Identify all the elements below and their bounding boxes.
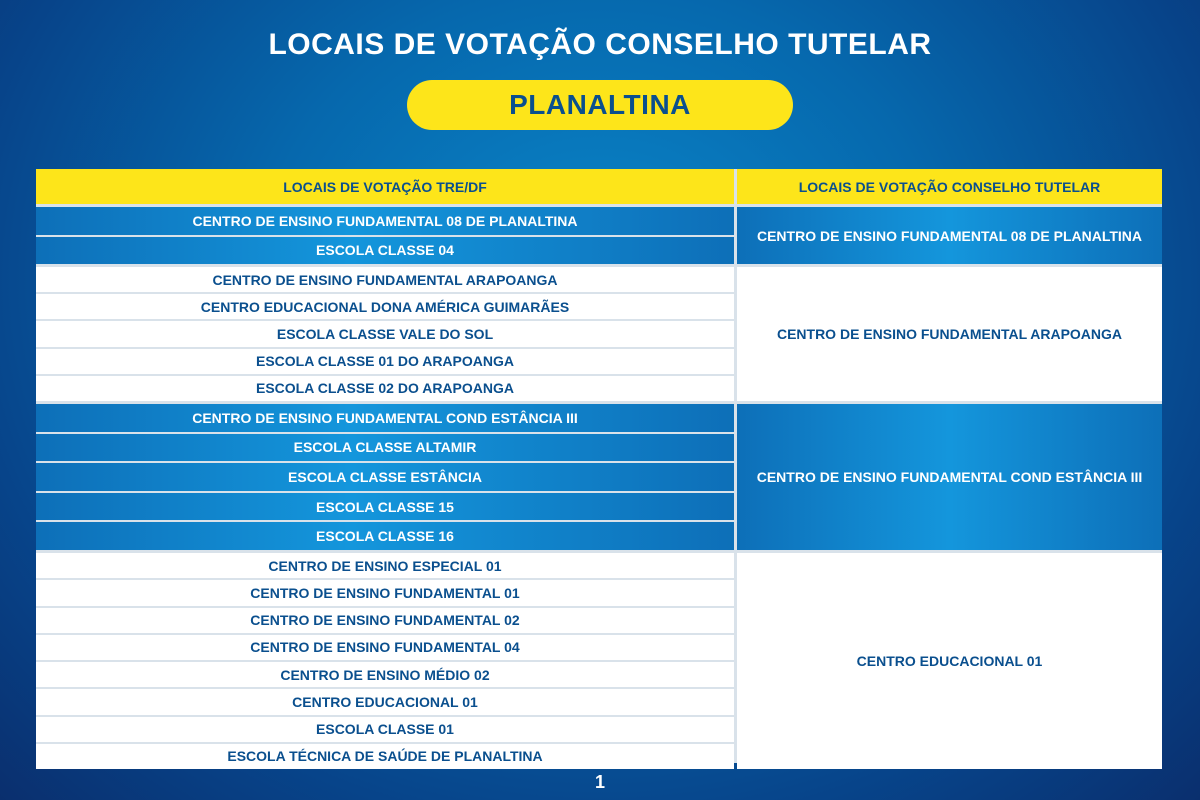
group-1-tre-list: [36, 207, 734, 264]
table-cell: CENTRO DE ENSINO FUNDAMENTAL ARAPOANGA: [36, 267, 734, 292]
region-label: PLANALTINA: [509, 89, 691, 120]
header-tre: LOCAIS DE VOTAÇÃO TRE/DF: [36, 169, 734, 204]
table-cell: ESCOLA TÉCNICA DE SAÚDE DE PLANALTINA: [36, 744, 734, 769]
group-2-conselho: CENTRO DE ENSINO FUNDAMENTAL ARAPOANGA: [737, 267, 1162, 401]
table-cell: ESCOLA CLASSE 01: [36, 717, 734, 742]
table-cell: CENTRO DE ENSINO FUNDAMENTAL 01: [36, 580, 734, 605]
table-cell: CENTRO DE ENSINO FUNDAMENTAL 08 DE PLANALTINA: [36, 207, 734, 235]
table-cell: ESCOLA CLASSE 16: [36, 522, 734, 550]
table-cell: CENTRO DE ENSINO ESPECIAL 01: [36, 553, 734, 578]
group-1-conselho: CENTRO DE ENSINO FUNDAMENTAL 08 DE PLANALTINA: [737, 207, 1162, 264]
table-cell: ESCOLA CLASSE 01 DO ARAPOANGA: [36, 349, 734, 374]
table-cell: CENTRO DE ENSINO FUNDAMENTAL COND ESTÂNCIA III: [36, 404, 734, 432]
table-cell: ESCOLA CLASSE ESTÂNCIA: [36, 463, 734, 491]
group-4-tre-list: [36, 553, 734, 769]
group-4-conselho: CENTRO EDUCACIONAL 01: [737, 553, 1162, 769]
group-3-tre-list: [36, 404, 734, 550]
table-cell: CENTRO EDUCACIONAL DONA AMÉRICA GUIMARÃES: [36, 294, 734, 319]
table-cell: ESCOLA CLASSE VALE DO SOL: [36, 321, 734, 346]
table-cell: ESCOLA CLASSE 04: [36, 237, 734, 265]
table-cell: CENTRO DE ENSINO FUNDAMENTAL 02: [36, 608, 734, 633]
group-3-conselho: CENTRO DE ENSINO FUNDAMENTAL COND ESTÂNCIA III: [737, 404, 1162, 550]
page-number: 1: [594, 772, 605, 792]
page-title: LOCAIS DE VOTAÇÃO CONSELHO TUTELAR: [268, 28, 932, 61]
table-cell: ESCOLA CLASSE 02 DO ARAPOANGA: [36, 376, 734, 401]
group-2-tre-list: [36, 267, 734, 401]
table-cell: CENTRO DE ENSINO MÉDIO 02: [36, 662, 734, 687]
table-cell: CENTRO EDUCACIONAL 01: [36, 689, 734, 714]
header-conselho: LOCAIS DE VOTAÇÃO CONSELHO TUTELAR: [737, 169, 1162, 204]
voting-locations-table: [36, 169, 1162, 763]
region-badge: [407, 80, 793, 130]
table-cell: ESCOLA CLASSE 15: [36, 493, 734, 521]
table-cell: CENTRO DE ENSINO FUNDAMENTAL 04: [36, 635, 734, 660]
table-cell: ESCOLA CLASSE ALTAMIR: [36, 434, 734, 462]
